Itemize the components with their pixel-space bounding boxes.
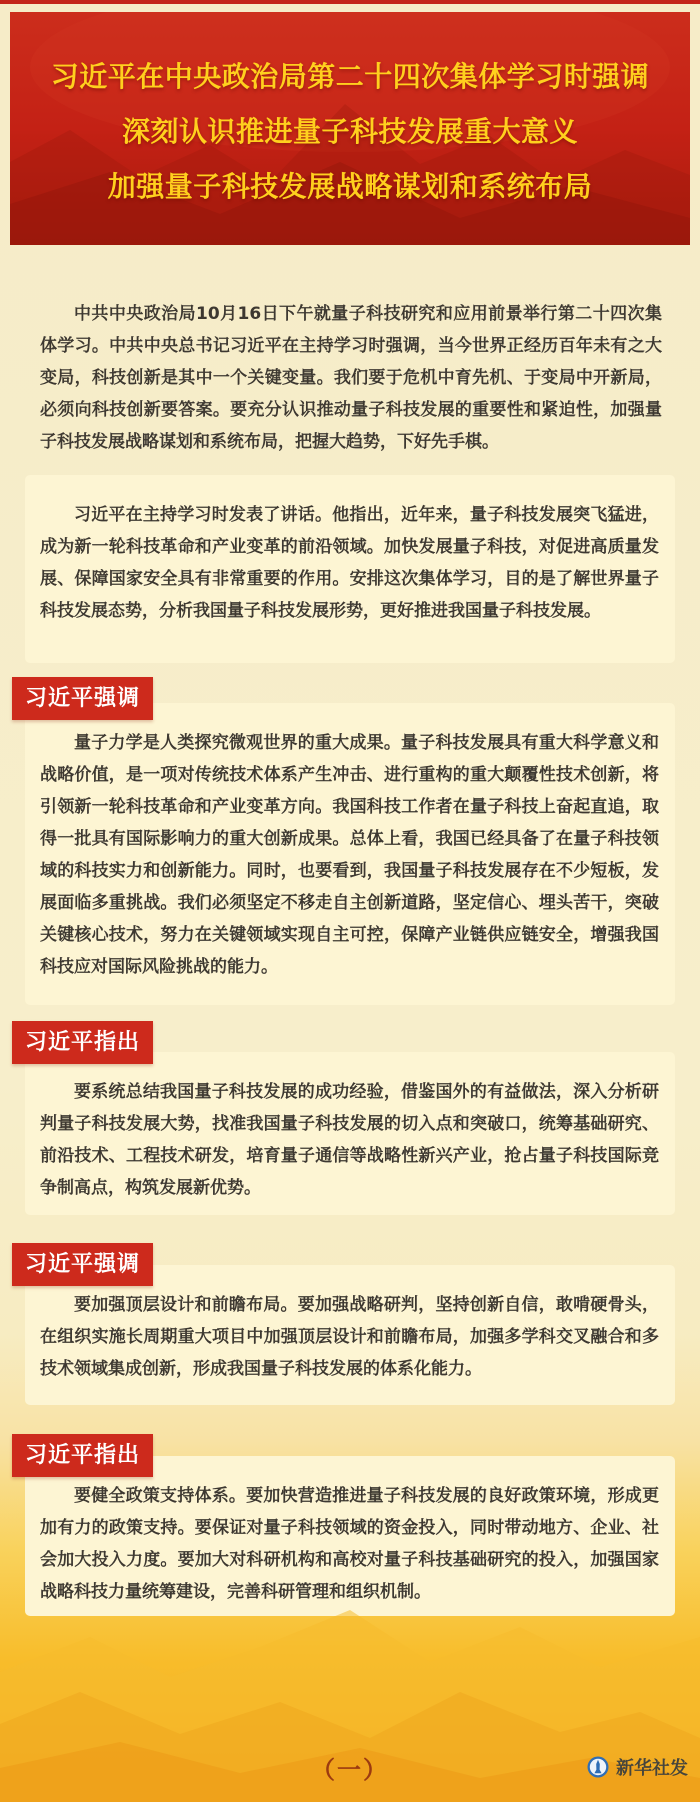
xinhua-logo-icon [587,1756,609,1778]
quote-text-3: 要加强顶层设计和前瞻布局。要加强战略研判，坚持创新自信，敢啃硬骨头，在组织实施长周期重大项目中加强顶层设计和前瞻布局，加强多学科交叉融合和多技术领域集成创新，形成我国量子科技发展的体系化能力。 [40,1295,659,1379]
quote-box-2 [25,1052,675,1215]
quote-text-2: 要系统总结我国量子科技发展的成功经验，借鉴国外的有益做法，深入分析研判量子科技发展大势，找准我国量子科技发展的切入点和突破口，统筹基础研究、前沿技术、工程技术研发，培育量子通信等战略性新兴产业，抢占量子科技国际竞争制高点，构筑发展新优势。 [40,1082,659,1198]
header-banner [10,12,690,245]
quote-text-1: 量子力学是人类探究微观世界的重大成果。量子科技发展具有重大科学意义和战略价值，是一项对传统技术体系产生冲击、进行重构的重大颠覆性技术创新，将引领新一轮科技革命和产业变革方向。我国科技工作者在量子科技上奋起直追，取得一批具有国际影响力的重大创新成果。总体上看，我国已经具备了在量子科技领域的科技实力和创新能力。同时，也要看到，我国量子科技发展存在不少短板，发展面临多重挑战。我们必须坚定不移走自主创新道路，坚定信心、埋头苦干，突破关键核心技术，努力在关键领域实现自主可控，保障产业链供应链安全，增强我国科技应对国际风险挑战的能力。 [40,733,659,977]
xi-emphasized-badge-1: 习近平强调 [12,677,153,720]
banner-title-line-2: 深刻认识推进量子科技发展重大意义 [121,114,578,148]
credit-line [587,1754,688,1780]
intro-paragraph: 中共中央政治局10月16日下午就量子科技研究和应用前景举行第二十四次集体学习。中共中央总书记习近平在主持学习时强调，当今世界正经历百年未有之大变局，科技创新是其中一个关键变量。我们要于危机中育先机、于变局中开新局，必须向科技创新要答案。要充分认识推动量子科技发展的重要性和紧迫性，加强量子科技发展战略谋划和系统布局，把握大趋势，下好先手棋。 [40,304,662,452]
quote-box-3 [25,1265,675,1405]
banner-title-line-3: 加强量子科技发展战略谋划和系统布局 [107,169,593,203]
speech-summary-text: 习近平在主持学习时发表了讲话。他指出，近年来，量子科技发展突飞猛进，成为新一轮科技革命和产业变革的前沿领域。加快发展量子科技，对促进高质量发展、保障国家安全具有非常重要的作用。安排这次集体学习，目的是了解世界量子科技发展态势，分析我国量子科技发展形势，更好推进我国量子科技发展。 [40,505,659,621]
page-number: （一） [311,1756,389,1784]
xi-pointed-out-badge-1: 习近平指出 [12,1021,153,1064]
quote-box-1 [25,703,675,1005]
xi-pointed-out-badge-2: 习近平指出 [12,1434,153,1477]
credit-text: 新华社发 [616,1758,688,1779]
banner-title-line-1: 习近平在中央政治局第二十四次集体学习时强调 [50,59,650,93]
xi-emphasized-badge-2: 习近平强调 [12,1243,153,1286]
quote-text-4: 要健全政策支持体系。要加快营造推进量子科技发展的良好政策环境，形成更加有力的政策支持。要保证对量子科技领域的资金投入，同时带动地方、企业、社会加大投入力度。要加大对科研机构和高校对量子科技基础研究的投入，加强国家战略科技力量统筹建设，完善科研管理和组织机制。 [40,1486,659,1602]
speech-summary-box [25,475,675,663]
top-red-strip [0,0,700,4]
